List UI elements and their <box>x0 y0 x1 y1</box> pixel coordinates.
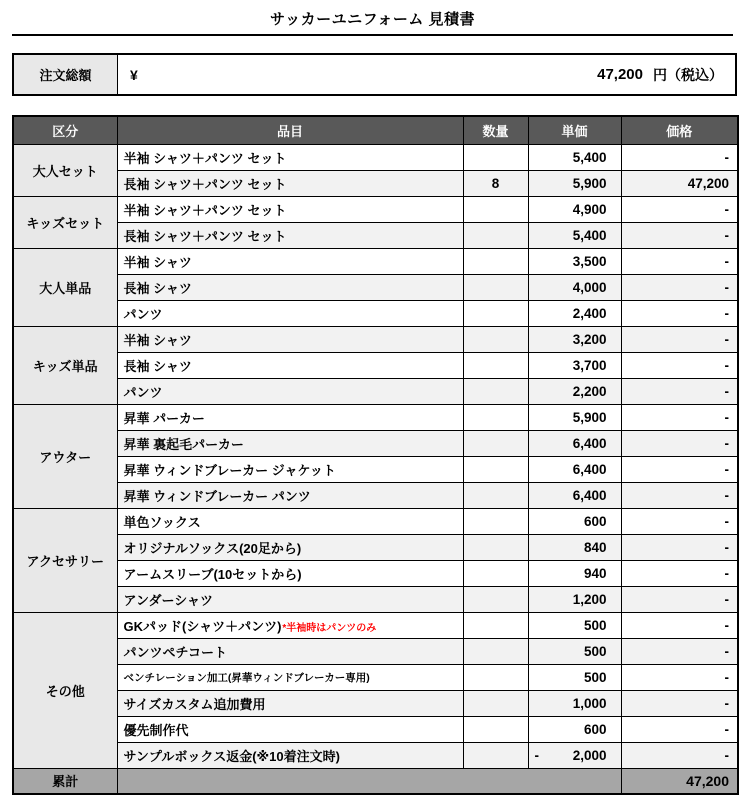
table-row <box>13 378 738 404</box>
unit-price-cell: 2,400 <box>528 300 621 326</box>
price-cell: - <box>621 716 738 742</box>
minus-sign: - <box>534 747 539 763</box>
quantity-cell[interactable] <box>463 378 528 404</box>
item-cell <box>117 404 463 430</box>
price-cell: - <box>621 560 738 586</box>
quantity-cell[interactable] <box>463 404 528 430</box>
quantity-cell[interactable] <box>463 638 528 664</box>
item-cell <box>117 638 463 664</box>
quantity-cell[interactable] <box>463 222 528 248</box>
quantity-cell[interactable]: 8 <box>463 170 528 196</box>
price-cell: - <box>621 456 738 482</box>
item-cell <box>117 274 463 300</box>
item-label: オリジナルソックス(20足から) <box>123 540 302 556</box>
unit-price-value: 2,000 <box>572 747 607 763</box>
unit-price-cell: 3,500 <box>528 248 621 274</box>
total-spacer <box>117 768 621 794</box>
unit-price-cell: 2,200 <box>528 378 621 404</box>
item-cell <box>117 456 463 482</box>
unit-price-cell: 5,400 <box>528 222 621 248</box>
table-row <box>13 482 738 508</box>
item-label: アームスリーブ(10セットから) <box>123 566 302 582</box>
price-cell: 47,200 <box>621 170 738 196</box>
unit-price-cell: 4,000 <box>528 274 621 300</box>
table-row <box>13 716 738 742</box>
table-row <box>13 144 738 170</box>
quote-table-footer <box>13 768 738 794</box>
unit-price-cell: 1,200 <box>528 586 621 612</box>
quantity-cell[interactable] <box>463 326 528 352</box>
quantity-cell[interactable] <box>463 612 528 638</box>
item-label: 昇華 パーカー <box>123 410 205 426</box>
table-row <box>13 560 738 586</box>
price-cell: - <box>621 248 738 274</box>
item-cell <box>117 612 463 638</box>
item-label: 長袖 シャツ＋パンツ セット <box>123 228 287 244</box>
item-cell <box>117 248 463 274</box>
unit-price-cell: 6,400 <box>528 430 621 456</box>
header-price: 価格 <box>621 116 738 144</box>
price-cell: - <box>621 690 738 716</box>
category-cell: 大人セット <box>13 144 117 196</box>
item-cell <box>117 222 463 248</box>
table-row <box>13 664 738 690</box>
item-cell <box>117 690 463 716</box>
item-cell <box>117 326 463 352</box>
quantity-cell[interactable] <box>463 430 528 456</box>
item-cell <box>117 508 463 534</box>
order-total-unit: 円（税込） <box>653 66 723 83</box>
quote-table-body <box>13 144 738 768</box>
item-label: 優先制作代 <box>123 722 189 738</box>
order-total-label: 注文総額 <box>14 55 118 94</box>
table-row <box>13 612 738 638</box>
price-cell: - <box>621 300 738 326</box>
unit-price-cell: 500 <box>528 612 621 638</box>
price-cell: - <box>621 274 738 300</box>
item-cell <box>117 482 463 508</box>
item-label: 単色ソックス <box>123 514 201 530</box>
table-row <box>13 534 738 560</box>
unit-price-cell: 3,700 <box>528 352 621 378</box>
quantity-cell[interactable] <box>463 534 528 560</box>
table-row <box>13 274 738 300</box>
item-cell <box>117 300 463 326</box>
table-row <box>13 170 738 196</box>
header-unit-price: 単価 <box>528 116 621 144</box>
quantity-cell[interactable] <box>463 690 528 716</box>
quantity-cell[interactable] <box>463 352 528 378</box>
price-cell: - <box>621 222 738 248</box>
price-cell: - <box>621 430 738 456</box>
item-cell <box>117 716 463 742</box>
item-label: 長袖 シャツ <box>123 358 192 374</box>
price-cell: - <box>621 664 738 690</box>
item-cell <box>117 352 463 378</box>
price-cell: - <box>621 352 738 378</box>
order-total-value <box>118 55 735 94</box>
total-row <box>13 768 738 794</box>
price-cell: - <box>621 482 738 508</box>
unit-price-cell: 5,900 <box>528 404 621 430</box>
item-label: 昇華 ウィンドブレーカー ジャケット <box>123 462 336 478</box>
quantity-cell[interactable] <box>463 742 528 768</box>
unit-price-cell: 500 <box>528 638 621 664</box>
unit-price-cell: 5,900 <box>528 170 621 196</box>
price-cell: - <box>621 196 738 222</box>
table-row <box>13 508 738 534</box>
item-label: GKパッド(シャツ＋パンツ) <box>123 618 282 634</box>
title-divider <box>12 34 733 36</box>
item-label: 長袖 シャツ＋パンツ セット <box>123 176 287 192</box>
category-cell: キッズ単品 <box>13 326 117 404</box>
quantity-cell[interactable] <box>463 482 528 508</box>
price-cell: - <box>621 742 738 768</box>
quantity-cell[interactable] <box>463 144 528 170</box>
unit-price-cell: 5,400 <box>528 144 621 170</box>
quantity-cell[interactable] <box>463 300 528 326</box>
order-total-amount: 47,200 <box>597 66 643 83</box>
item-label: 半袖 シャツ＋パンツ セット <box>123 202 287 218</box>
table-row <box>13 404 738 430</box>
price-cell: - <box>621 144 738 170</box>
unit-price-cell: 1,000 <box>528 690 621 716</box>
item-cell <box>117 430 463 456</box>
category-cell: キッズセット <box>13 196 117 248</box>
table-row <box>13 586 738 612</box>
item-label: 昇華 裏起毛パーカー <box>123 436 244 452</box>
table-row <box>13 430 738 456</box>
category-cell: アウター <box>13 404 117 508</box>
table-row <box>13 742 738 768</box>
category-cell: 大人単品 <box>13 248 117 326</box>
unit-price-cell: 600 <box>528 716 621 742</box>
price-cell: - <box>621 326 738 352</box>
table-row <box>13 248 738 274</box>
unit-price-cell: 940 <box>528 560 621 586</box>
table-row <box>13 352 738 378</box>
quote-table-header <box>13 116 738 144</box>
item-label: パンツ <box>123 384 163 400</box>
table-row <box>13 690 738 716</box>
item-cell <box>117 196 463 222</box>
item-label: ベンチレーション加工(昇華ウィンドブレーカー専用) <box>123 672 370 684</box>
item-label: 半袖 シャツ＋パンツ セット <box>123 150 287 166</box>
table-row <box>13 326 738 352</box>
quantity-cell[interactable] <box>463 456 528 482</box>
price-cell: - <box>621 586 738 612</box>
price-cell: - <box>621 534 738 560</box>
table-row <box>13 222 738 248</box>
order-total-box <box>12 53 737 96</box>
item-label: 半袖 シャツ <box>123 332 192 348</box>
quantity-cell[interactable] <box>463 716 528 742</box>
page-title: サッカーユニフォーム 見積書 <box>269 11 476 28</box>
item-label: アンダーシャツ <box>123 592 213 608</box>
item-label: パンツペチコート <box>123 644 227 660</box>
unit-price-cell: 500 <box>528 664 621 690</box>
header-item: 品目 <box>117 116 463 144</box>
item-label: サンプルボックス返金(※10着注文時) <box>123 748 340 764</box>
item-note: *半袖時はパンツのみ <box>282 622 377 634</box>
quantity-cell[interactable] <box>463 586 528 612</box>
item-label: 半袖 シャツ <box>123 254 192 270</box>
unit-price-cell <box>528 742 621 768</box>
unit-price-cell: 600 <box>528 508 621 534</box>
item-cell <box>117 664 463 690</box>
item-label: パンツ <box>123 306 163 322</box>
table-row <box>13 196 738 222</box>
item-cell <box>117 742 463 768</box>
unit-price-cell: 4,900 <box>528 196 621 222</box>
table-row <box>13 456 738 482</box>
item-label: 昇華 ウィンドブレーカー パンツ <box>123 488 311 504</box>
category-cell: その他 <box>13 612 117 768</box>
price-cell: - <box>621 378 738 404</box>
unit-price-cell: 3,200 <box>528 326 621 352</box>
quantity-cell[interactable] <box>463 248 528 274</box>
item-label: サイズカスタム追加費用 <box>123 696 266 712</box>
item-cell <box>117 170 463 196</box>
price-cell: - <box>621 404 738 430</box>
total-label: 累計 <box>13 768 117 794</box>
unit-price-cell: 840 <box>528 534 621 560</box>
category-cell: アクセサリー <box>13 508 117 612</box>
quote-table <box>12 115 739 795</box>
item-cell <box>117 560 463 586</box>
item-label: 長袖 シャツ <box>123 280 192 296</box>
price-cell: - <box>621 508 738 534</box>
price-cell: - <box>621 638 738 664</box>
price-cell: - <box>621 612 738 638</box>
table-row <box>13 638 738 664</box>
header-row <box>13 116 738 144</box>
quantity-cell[interactable] <box>463 560 528 586</box>
quantity-cell[interactable] <box>463 196 528 222</box>
quantity-cell[interactable] <box>463 664 528 690</box>
item-cell <box>117 534 463 560</box>
total-value: 47,200 <box>621 768 738 794</box>
unit-price-cell: 6,400 <box>528 482 621 508</box>
quantity-cell[interactable] <box>463 274 528 300</box>
item-cell <box>117 378 463 404</box>
item-cell <box>117 144 463 170</box>
item-cell <box>117 586 463 612</box>
unit-price-cell: 6,400 <box>528 456 621 482</box>
header-quantity: 数量 <box>463 116 528 144</box>
table-row <box>13 300 738 326</box>
header-category: 区分 <box>13 116 117 144</box>
quantity-cell[interactable] <box>463 508 528 534</box>
currency-symbol: ¥ <box>130 66 138 83</box>
